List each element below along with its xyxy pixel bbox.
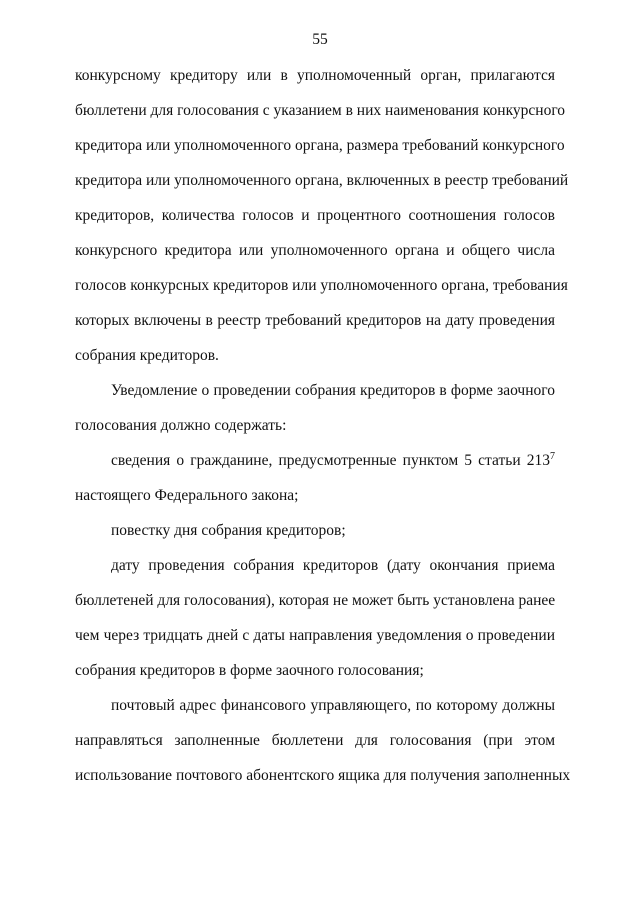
text-line: голосования должно содержать: bbox=[75, 417, 287, 434]
list-item-first-line: дату проведения собрания кредиторов (дату окончания приема bbox=[111, 557, 555, 574]
text-line: конкурсного кредитора или уполномоченного органа и общего числа bbox=[75, 242, 555, 259]
text-line: чем через тридцать дней с даты направления уведомления о проведении bbox=[75, 627, 555, 644]
text-line: кредиторов, количества голосов и процентного соотношения голосов bbox=[75, 207, 555, 224]
text-line: кредитора или уполномоченного органа, размера требований конкурсного bbox=[75, 137, 565, 154]
list-item-first-line bbox=[111, 452, 555, 470]
text-line: бюллетени для голосования с указанием в них наименования конкурсного bbox=[75, 102, 566, 119]
text-line: настоящего Федерального закона; bbox=[75, 487, 299, 504]
text-line: кредитора или уполномоченного органа, включенных в реестр требований bbox=[75, 172, 569, 189]
text-line: конкурсному кредитору или в уполномоченный орган, прилагаются bbox=[75, 67, 555, 84]
list-item-text: сведения о гражданине, предусмотренные пунктом 5 статьи 213 bbox=[111, 452, 550, 469]
text-line: бюллетеней для голосования), которая не может быть установлена ранее bbox=[75, 592, 556, 609]
page-number: 55 bbox=[312, 31, 328, 48]
footnote-superscript: 7 bbox=[550, 451, 555, 462]
paragraph-first-line: Уведомление о проведении собрания кредиторов в форме заочного bbox=[111, 382, 555, 399]
text-line: собрания кредиторов. bbox=[75, 347, 219, 364]
text-line: использование почтового абонентского ящика для получения заполненных bbox=[75, 767, 571, 784]
list-item-first-line: повестку дня собрания кредиторов; bbox=[111, 522, 346, 539]
text-line: голосов конкурсных кредиторов или уполномоченного органа, требования bbox=[75, 277, 568, 294]
text-line: направляться заполненные бюллетени для голосования (при этом bbox=[75, 732, 555, 749]
text-line: которых включены в реестр требований кредиторов на дату проведения bbox=[75, 312, 555, 329]
text-line: собрания кредиторов в форме заочного голосования; bbox=[75, 662, 424, 679]
list-item-first-line: почтовый адрес финансового управляющего, по которому должны bbox=[111, 697, 555, 714]
